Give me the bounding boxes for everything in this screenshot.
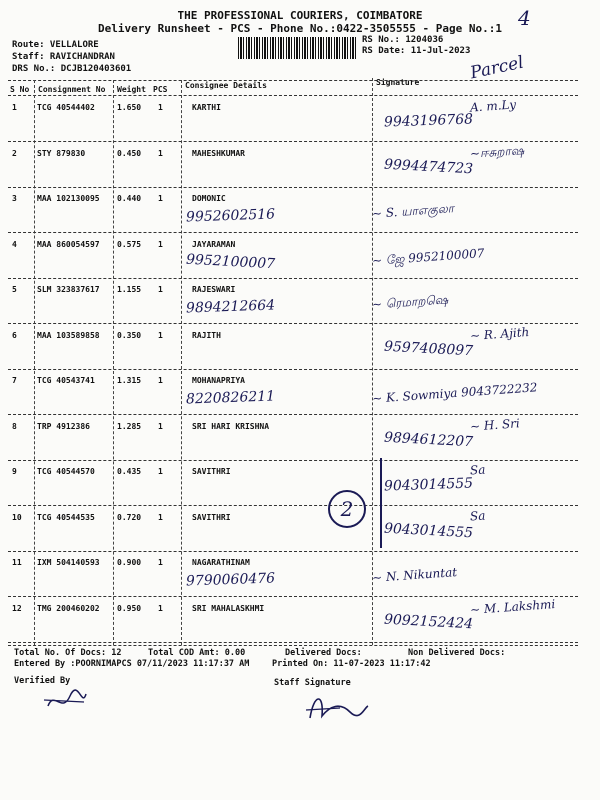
row-consignee: JAYARAMAN [192,240,236,249]
col-consignment: Consignment No [38,85,106,94]
handwritten-phone: 9790060476 [185,570,276,590]
row-sno: 4 [12,240,17,249]
row-separator [8,187,578,188]
row-sno: 3 [12,194,17,203]
verified-by-label: Verified By [14,676,71,686]
row-pcs: 1 [158,467,163,476]
handwritten-phone: 9894612207 [383,429,474,451]
runsheet-title: Delivery Runsheet - PCS - Phone No.:0422-3505555 - Page No.:1 [98,22,502,35]
verifier-signature-mark [40,686,90,716]
row-separator [8,596,578,597]
handwritten-signature: ~ S. யாஎகுலா [371,201,455,221]
handwritten-phone: 9952602516 [185,206,276,226]
handwritten-phone: 9952100007 [185,251,276,273]
row-consignment-no: MAA 103589858 [37,331,100,340]
row-weight: 1.155 [117,285,142,294]
row-pcs: 1 [158,422,163,431]
row-pcs: 1 [158,149,163,158]
row-consignee: MOHANAPRIYA [192,376,245,385]
row-sno: 5 [12,285,17,294]
row-separator [8,141,578,142]
header-bottom-rule [8,95,578,96]
non-delivered-docs: Non Delivered Docs: [408,648,506,658]
row-consignee: MAHESHKUMAR [192,149,245,158]
row-sno: 8 [12,422,17,431]
col-pcs: PCS [153,85,168,94]
row-consignee: DOMONIC [192,194,226,203]
handwritten-signature: ~ R. Ajith [469,324,530,344]
handwritten-phone: 9943196768 [383,111,474,131]
handwritten-signature: Sa [469,508,486,524]
row-separator [8,323,578,324]
row-pcs: 1 [158,103,163,112]
header-top-rule [8,80,578,81]
handwritten-phone: 8220826211 [185,388,276,408]
col-sep-2 [113,80,114,645]
handwritten-parcel-note: Parcel [468,52,526,84]
col-sep-1 [34,80,35,645]
row-weight: 0.575 [117,240,142,249]
row-consignment-no: TCG 40544402 [37,103,95,112]
handwritten-signature: ~ H. Sri [469,416,521,434]
printed-on: Printed On: 11-07-2023 11:17:42 [272,659,431,669]
row-pcs: 1 [158,194,163,203]
handwritten-signature: ~ஈசுறாஷ [469,143,525,161]
row-pcs: 1 [158,240,163,249]
row-weight: 1.650 [117,103,142,112]
row-separator [8,232,578,233]
total-cod: Total COD Amt: 0.00 [148,648,246,658]
row-separator [8,642,578,643]
handwritten-signature: A. m.Ly [469,97,517,115]
drs-number: DRS No.: DCJB120403601 [12,64,132,74]
row-consignment-no: IXM 504140593 [37,558,100,567]
circled-mark: 2 [328,490,366,528]
col-sep-4 [372,78,373,645]
handwritten-page-mark: 4 [518,6,531,30]
row-weight: 0.950 [117,604,142,613]
row-sno: 9 [12,467,17,476]
company-title: THE PROFESSIONAL COURIERS, COIMBATORE [177,9,423,22]
row-consignment-no: MAA 102130095 [37,194,100,203]
bracket-mark [380,458,382,548]
col-signature: Signature [376,78,420,87]
row-sno: 2 [12,149,17,158]
route-label: Route: VELLALORE [12,40,99,50]
row-pcs: 1 [158,331,163,340]
row-consignee: SAVITHRI [192,467,231,476]
row-sno: 11 [12,558,22,567]
rs-number: RS No.: 1204036 [362,35,444,45]
staff-label: Staff: RAVICHANDRAN [12,52,115,62]
handwritten-signature: ~ ஜே 9952100007 [371,246,485,268]
row-weight: 0.900 [117,558,142,567]
delivered-docs: Delivered Docs: [285,648,362,658]
row-consignee: KARTHI [192,103,221,112]
footer-rule [8,645,578,646]
row-pcs: 1 [158,285,163,294]
row-weight: 0.435 [117,467,142,476]
handwritten-phone: 9043014555 [383,520,474,542]
row-pcs: 1 [158,558,163,567]
handwritten-phone: 9894212664 [185,297,276,317]
row-sno: 1 [12,103,17,112]
row-weight: 1.315 [117,376,142,385]
row-consignment-no: SLM 323837617 [37,285,100,294]
col-sep-3 [181,80,182,645]
handwritten-phone: 9597408097 [383,338,474,360]
handwritten-phone: 9043014555 [383,475,474,495]
row-pcs: 1 [158,376,163,385]
row-consignment-no: TMG 200460202 [37,604,100,613]
handwritten-phone: 9092152424 [383,611,474,633]
row-consignment-no: MAA 860054597 [37,240,100,249]
handwritten-signature: ~ N. Nikuntat [371,565,458,585]
row-consignee: SAVITHRI [192,513,231,522]
total-docs: Total No. Of Docs: 12 [14,648,122,658]
row-separator [8,278,578,279]
row-separator [8,414,578,415]
row-consignee: SRI MAHALASKHMI [192,604,265,613]
row-consignment-no: TRP 4912386 [37,422,90,431]
row-consignment-no: TCG 40544570 [37,467,95,476]
staff-signature-label: Staff Signature [274,678,351,688]
col-consignee: Consignee Details [185,81,267,90]
handwritten-signature: Sa [469,462,486,478]
row-consignee: RAJITH [192,331,221,340]
barcode [238,37,356,59]
row-sno: 7 [12,376,17,385]
row-weight: 1.285 [117,422,142,431]
row-pcs: 1 [158,513,163,522]
row-consignment-no: TCG 40543741 [37,376,95,385]
row-weight: 0.350 [117,331,142,340]
row-weight: 0.450 [117,149,142,158]
handwritten-signature: ~ K. Sowmiya 9043722232 [371,380,538,406]
handwritten-signature: ~ ரெமாறஷெ [371,292,449,312]
row-consignee: NAGARATHINAM [192,558,250,567]
row-sno: 12 [12,604,22,613]
row-consignment-no: STY 879830 [37,149,86,158]
row-separator [8,460,578,461]
row-sno: 6 [12,331,17,340]
row-pcs: 1 [158,604,163,613]
row-consignee: SRI HARI KRISHNA [192,422,270,431]
rs-date: RS Date: 11-Jul-2023 [362,46,471,56]
row-weight: 0.720 [117,513,142,522]
col-sno: S No [10,85,30,94]
row-separator [8,505,578,506]
row-weight: 0.440 [117,194,142,203]
handwritten-phone: 9994474723 [383,156,474,178]
row-separator [8,369,578,370]
handwritten-signature: ~ M. Lakshmi [469,597,556,617]
row-separator [8,551,578,552]
entered-by: Entered By :POORNIMAPCS 07/11/2023 11:17:37 AM [14,659,250,669]
staff-signature-mark [300,688,370,728]
row-sno: 10 [12,513,22,522]
row-consignee: RAJESWARI [192,285,236,294]
col-weight: Weight [117,85,146,94]
row-consignment-no: TCG 40544535 [37,513,95,522]
